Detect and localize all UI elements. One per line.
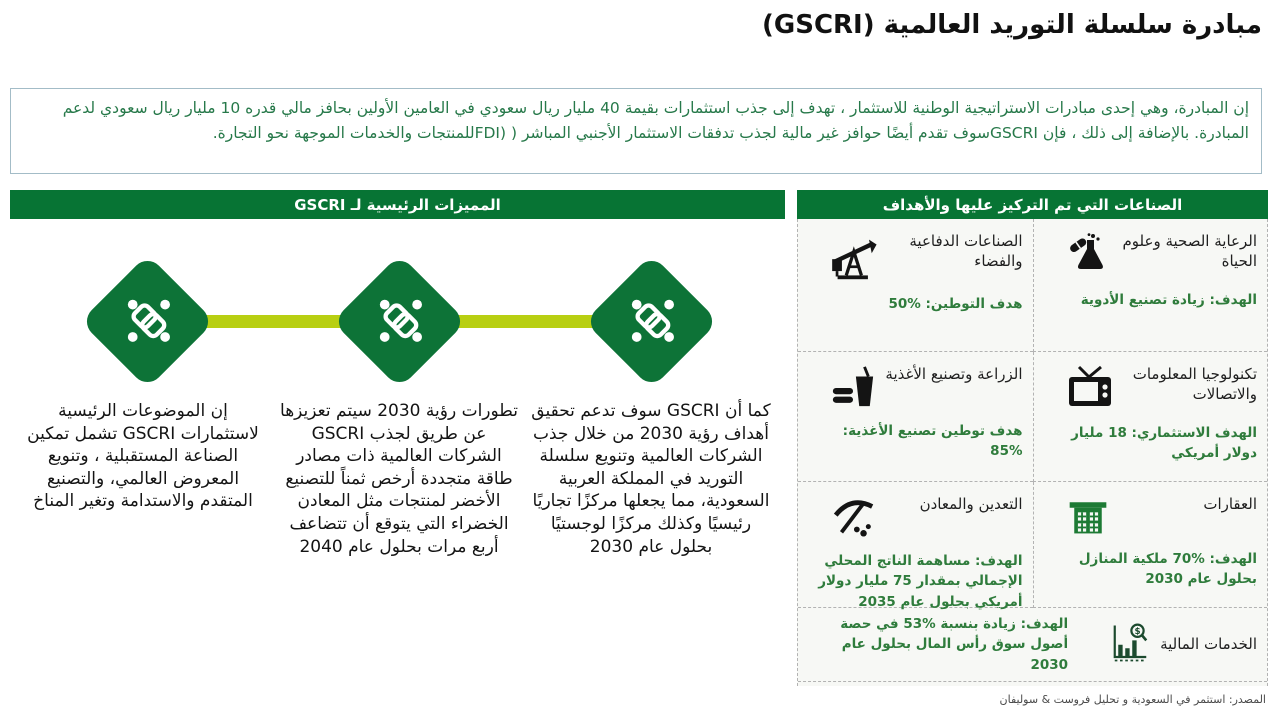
feature-diamond-1: [80, 254, 214, 388]
feature-diamond-3: [584, 254, 718, 388]
flask-pill-icon: [1066, 231, 1114, 283]
features-diagram: [10, 245, 785, 405]
industry-title: الرعاية الصحية وعلوم الحياة: [1122, 232, 1257, 271]
industry-cell-agriculture: [798, 352, 1033, 482]
industry-title: تكنولوجيا المعلومات والاتصالات: [1132, 365, 1257, 404]
industries-header: الصناعات التي تم التركيز عليها والأهداف: [797, 190, 1268, 219]
feature-text-1: كما أن GSCRI سوف تدعم تحقيق أهداف رؤية 2030 من خلال جذب الشركات العالمية وتنويع سلسلة التوريد في المملكة العربية السعودية، مما يجعلها مركزًا تجاريًا رئيسيًا وكذلك مركزًا لوجستيًا بحلول عام 2030: [531, 401, 771, 557]
industry-cell-real-estate: [1033, 482, 1268, 608]
industry-cell-financial-services: [798, 608, 1267, 682]
industries-panel: [797, 219, 1268, 686]
industry-title: الصناعات الدفاعية والفضاء: [909, 232, 1023, 271]
knot-icon: [360, 282, 439, 361]
intro-text: إن المبادرة، وهي إحدى مبادرات الاستراتيجية الوطنية للاستثمار ، تهدف إلى جذب استثمارات بقيمة 40 مليار ريال سعودي في العامين الأولين بحافز مالي قدره 10 مليار ريال سعودي لدعم المبادرة. بالإضافة إلى ذلك ، فإن GSCRIسوف تقدم أيضًا حوافز غير مالية لجذب تدفقات الاستثمار الأجنبي المباشر ( (FDIللمنتجات والخدمات الموجهة نحو التجارة.: [62, 99, 1249, 142]
knot-icon: [108, 282, 187, 361]
source-note: المصدر: استثمر في السعودية و تحليل فروست & سوليفان: [999, 693, 1266, 706]
building-icon: [1066, 494, 1110, 542]
page-title: مبادرة سلسلة التوريد العالمية (GSCRI): [761, 10, 1262, 40]
industry-cell-healthcare: [1033, 219, 1268, 352]
industry-goal: الهدف: زيادة بنسبة %53 في حصة أصول سوق رأس المال بحلول عام 2030: [840, 616, 1069, 673]
industry-cell-defense: [798, 219, 1033, 352]
features-header: المميزات الرئيسية لـ GSCRI: [10, 190, 785, 219]
pump-jack-icon: [830, 231, 882, 287]
intro-box: [10, 88, 1262, 174]
tv-icon: [1066, 364, 1114, 416]
finance-chart-icon: [1106, 622, 1148, 668]
industry-goal: هدف توطين تصنيع الأغذية: %85: [842, 423, 1023, 460]
industry-goal: الهدف: زيادة تصنيع الأدوية: [1080, 292, 1257, 308]
knot-icon: [612, 282, 691, 361]
industry-cell-mining: [798, 482, 1033, 608]
pickaxe-icon: [830, 494, 876, 544]
fast-food-icon: [830, 364, 876, 414]
industry-cell-ict: [1033, 352, 1268, 482]
feature-diamond-2: [332, 254, 466, 388]
industry-title: العقارات: [1203, 495, 1257, 513]
industry-goal: الهدف الاستثماري: 18 مليار دولار أمريكي: [1071, 425, 1257, 462]
industry-goal: هدف التوطين: %50: [888, 296, 1023, 312]
industry-title: الخدمات المالية: [1160, 635, 1257, 654]
svg-text:$: $: [1134, 626, 1141, 637]
feature-text-2: تطورات رؤية 2030 سيتم تعزيزها عن طريق لجذب GSCRI الشركات العالمية ذات مصادر طاقة متجددة أرخص ثمناً للتصنيع الأخضر لمنتجات مثل المعادن الخضراء التي يتوقع أن تتضاعف أربع مرات بحلول عام 2040: [280, 401, 518, 557]
industry-title: التعدين والمعادن: [919, 495, 1023, 513]
industry-goal: الهدف: %70 ملكية المنازل بحلول عام 2030: [1078, 551, 1257, 588]
feature-text-3: إن الموضوعات الرئيسية لاستثمارات GSCRI تشمل تمكين الصناعة المستقبلية ، وتنويع المعروض العالمي، والتصنيع المتقدم والاستدامة وتغير المناخ: [27, 401, 259, 512]
industry-goal: الهدف: مساهمة الناتج المحلي الإجمالي بمقدار 75 مليار دولار أمريكي بحلول عام 2035: [818, 553, 1023, 610]
industry-title: الزراعة وتصنيع الأغذية: [885, 365, 1023, 383]
